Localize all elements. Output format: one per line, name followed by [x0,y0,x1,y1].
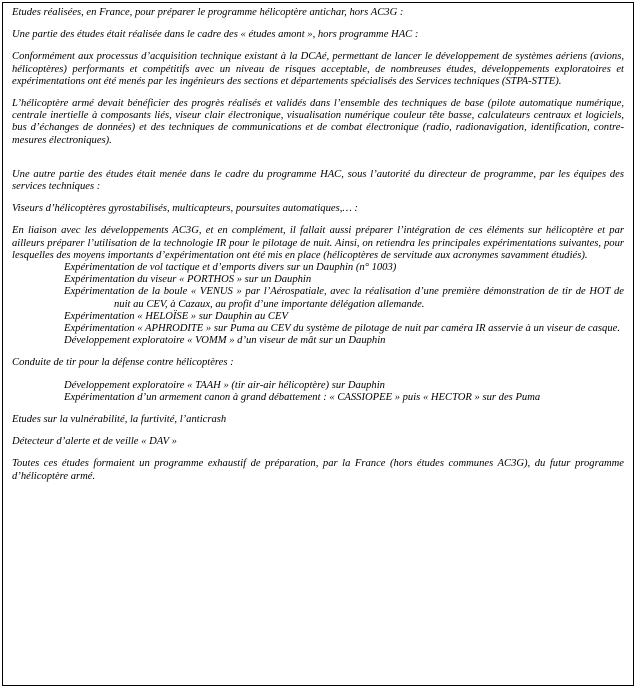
heading-programme-hac: Une autre partie des études était menée dans le cadre du programme HAC, sous l’autorité du directeur de programme, par les équipes des services techniques : [12,168,624,193]
list-item-conduite: Développement exploratoire « TAAH » (tir air-air hélicoptère) sur Dauphin [64,379,385,391]
heading-main: Etudes réalisées, en France, pour préparer le programme hélicoptère antichar, hors AC3G : [12,7,404,18]
list-item-experiment: Expérimentation du viseur « PORTHOS » sur un Dauphin [64,274,312,286]
list-item-experiment: Expérimentation « HELOÏSE » sur Dauphin au CEV [64,310,288,322]
heading-conduite-de-tir: Conduite de tir pour la défense contre hélicoptères : [12,357,234,369]
heading-vulnerabilite: Etudes sur la vulnérabilité, la furtivité, l’anticrash [12,414,227,426]
list-item-experiment: Développement exploratoire « VOMM » d’un viseur de mât sur un Dauphin [64,335,386,347]
heading-detecteur-dav: Détecteur d’alerte et de veille « DAV » [12,436,177,448]
heading-etudes-amont: Une partie des études était réalisée dans le cadre des « études amont », hors programme HAC : [12,29,419,41]
experiments-list [12,262,624,347]
list-item-experiment: Expérimentation de la boule « VENUS » par l’Aérospatiale, avec la réalisation d’une première démonstration de tir de HOT de nuit au CEV, à Cazaux, au profit d’une importante délégation allemande. [64,286,624,310]
list-item-experiment: Expérimentation « APHRODITE » sur Puma au CEV du système de pilotage de nuit par caméra IR asservie à un viseur de casque. [64,323,620,335]
paragraph-helicoptere-arme: L’hélicoptère armé devait bénéficier des progrès réalisés et validés dans l’ensemble des techniques de base (pilote automatique numérique, centrale inertielle à composants liés, viseur clair électronique, visualisation numérique couleur tête basse, calculateurs centraux et logiciels, bus d’échanges de données) et des techniques de communications et de combat électronique (radio, radionavigation, identification, contre-mesures électroniques). [12,98,624,146]
paragraph-conformement: Conformément aux processus d’acquisition technique existant à la DCAé, permettant de lancer le développement de systèmes aériens (avions, hélicoptères) performants et compétitifs avec un niveau de risques acceptable, de nombreuses études, développements exploratoires et expérimentations ont été menés par les ingénieurs des sections et départements spécialisés des Services techniques (STPA-STTE). [12,51,624,87]
document-frame [2,2,634,686]
list-item-experiment: Expérimentation de vol tactique et d’emports divers sur un Dauphin (n° 1003) [64,262,397,274]
heading-viseurs: Viseurs d’hélicoptères gyrostabilisés, multicapteurs, poursuites automatiques,… : [12,203,358,215]
paragraph-liaison: En liaison avec les développements AC3G, et en complément, il fallait aussi préparer l’intégration de ces éléments sur hélicoptère et par ailleurs préparer l’utilisation de la technologie IR pour le pilotage de nuit. Ainsi, on retiendra les principales expérimentations suivantes, pour lesquelles des moyens importants d’expérimentation ont été mis en place (hélicoptères de servitude aux acronymes savamment étudiés). [12,225,624,261]
conduite-list [12,380,624,404]
list-item-conduite: Expérimentation d’un armement canon à grand débattement : « CASSIOPEE » puis « HECTOR » sur des Puma [64,391,541,403]
paragraph-conclusion: Toutes ces études formaient un programme exhaustif de préparation, par la France (hors études communes AC3G), du futur programme d’hélicoptère armé. [12,458,624,482]
